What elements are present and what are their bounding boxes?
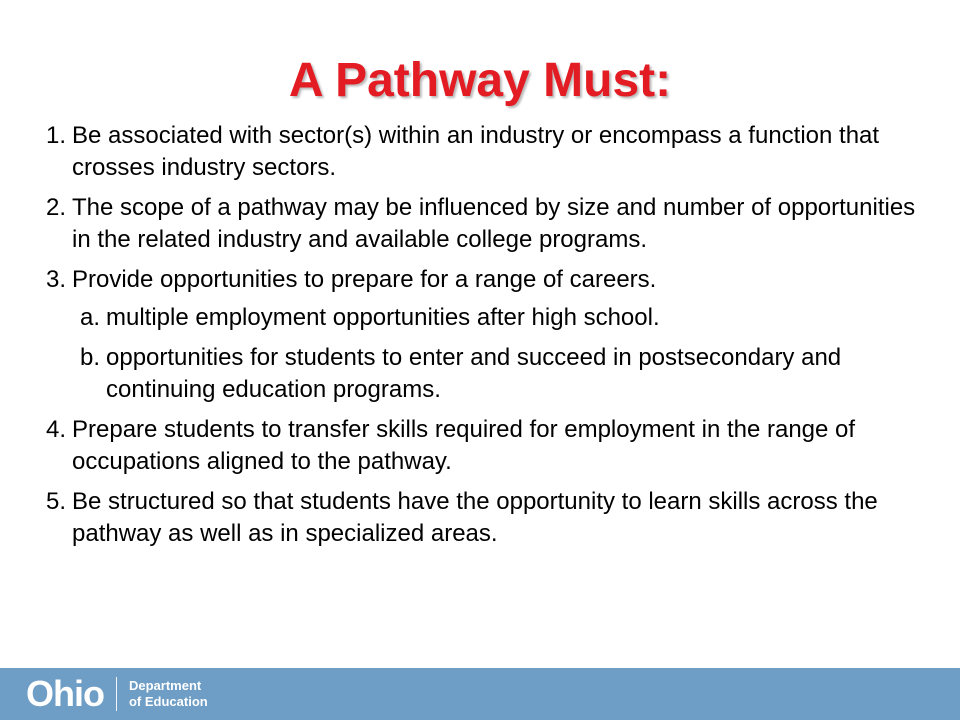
list-number: 4. <box>46 416 67 443</box>
requirements-list <box>46 120 936 558</box>
ohio-department-logo <box>26 674 208 714</box>
list-item-text: The scope of a pathway may be influenced by size and number of opportunities in the related industry and available college programs. <box>72 194 916 253</box>
list-number: 2. <box>46 194 67 221</box>
sub-list-item-text: opportunities for students to enter and succeed in postsecondary and continuing education programs. <box>106 344 842 403</box>
department-name <box>129 678 208 710</box>
list-item-text: Provide opportunities to prepare for a range of careers. <box>72 266 657 293</box>
sub-list-letter: a. <box>80 304 101 331</box>
list-item-5 <box>46 486 936 550</box>
list-item-text: Be structured so that students have the opportunity to learn skills across the pathway as well as in specialized areas. <box>72 488 878 547</box>
logo-divider <box>116 677 117 711</box>
list-item-2 <box>46 192 936 256</box>
list-item-text: Be associated with sector(s) within an industry or encompass a function that crosses industry sectors. <box>72 122 880 181</box>
department-line-2: of Education <box>128 694 208 709</box>
list-item-3 <box>46 264 936 406</box>
slide-title: A Pathway Must: <box>288 54 672 107</box>
list-item-text: Prepare students to transfer skills required for employment in the range of occupations aligned to the pathway. <box>72 416 856 475</box>
sub-list-letter: b. <box>80 344 101 371</box>
list-item-4 <box>46 414 936 478</box>
department-line-1: Department <box>128 678 202 693</box>
list-number: 3. <box>46 266 67 293</box>
sub-list <box>80 302 936 406</box>
list-number: 1. <box>46 122 67 149</box>
list-item-1 <box>46 120 936 184</box>
footer-bar <box>0 668 960 720</box>
sub-list-item-text: multiple employment opportunities after high school. <box>106 304 660 331</box>
sub-list-item-a <box>80 302 936 334</box>
list-number: 5. <box>46 488 67 515</box>
ohio-logo-word: Ohio <box>26 673 104 714</box>
sub-list-item-b <box>80 342 936 406</box>
